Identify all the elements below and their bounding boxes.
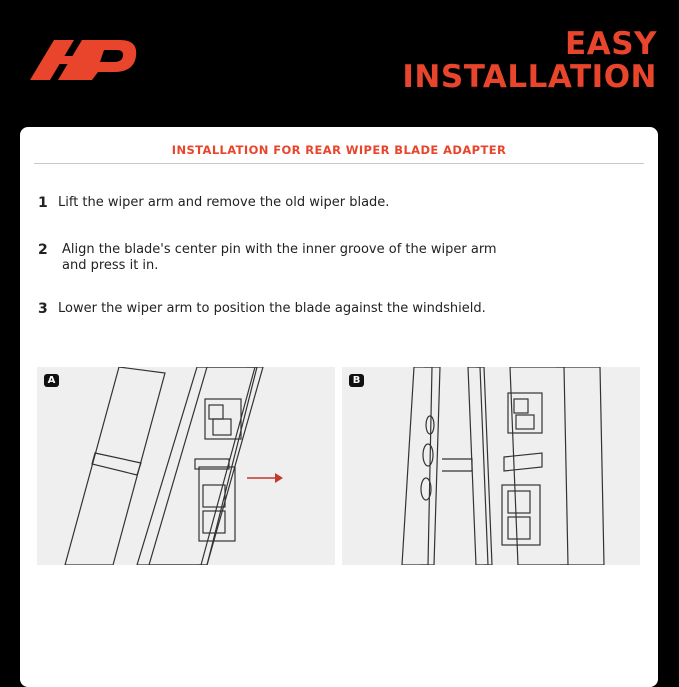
- brand-logo: [28, 26, 140, 82]
- instructions-card: [20, 127, 658, 687]
- panel-label: A: [44, 374, 59, 387]
- step-number: 2: [38, 242, 48, 258]
- wiper-illustration-a: [37, 367, 335, 565]
- headline: [402, 28, 657, 94]
- step-text: Lift the wiper arm and remove the old wiper blade.: [58, 195, 390, 210]
- panel-label: B: [349, 374, 364, 387]
- step-number: 3: [38, 301, 48, 317]
- step-text: Lower the wiper arm to position the blade against the windshield.: [58, 301, 486, 316]
- headline-line1: EASY: [565, 26, 657, 62]
- illustration-panel-b: [342, 367, 640, 565]
- illustration-panel-a: [37, 367, 335, 565]
- step-3: [38, 301, 498, 317]
- divider: [34, 163, 644, 164]
- step-number: 1: [38, 195, 48, 211]
- arrow-right-icon: [245, 471, 285, 485]
- step-text: Align the blade's center pin with the inner groove of the wiper arm and press it in.: [62, 242, 497, 273]
- headline-line2: INSTALLATION: [402, 59, 657, 95]
- card-subtitle: INSTALLATION FOR REAR WIPER BLADE ADAPTER: [171, 143, 507, 157]
- wiper-illustration-b: [342, 367, 640, 565]
- step-1: [38, 195, 528, 211]
- step-2: [38, 242, 517, 274]
